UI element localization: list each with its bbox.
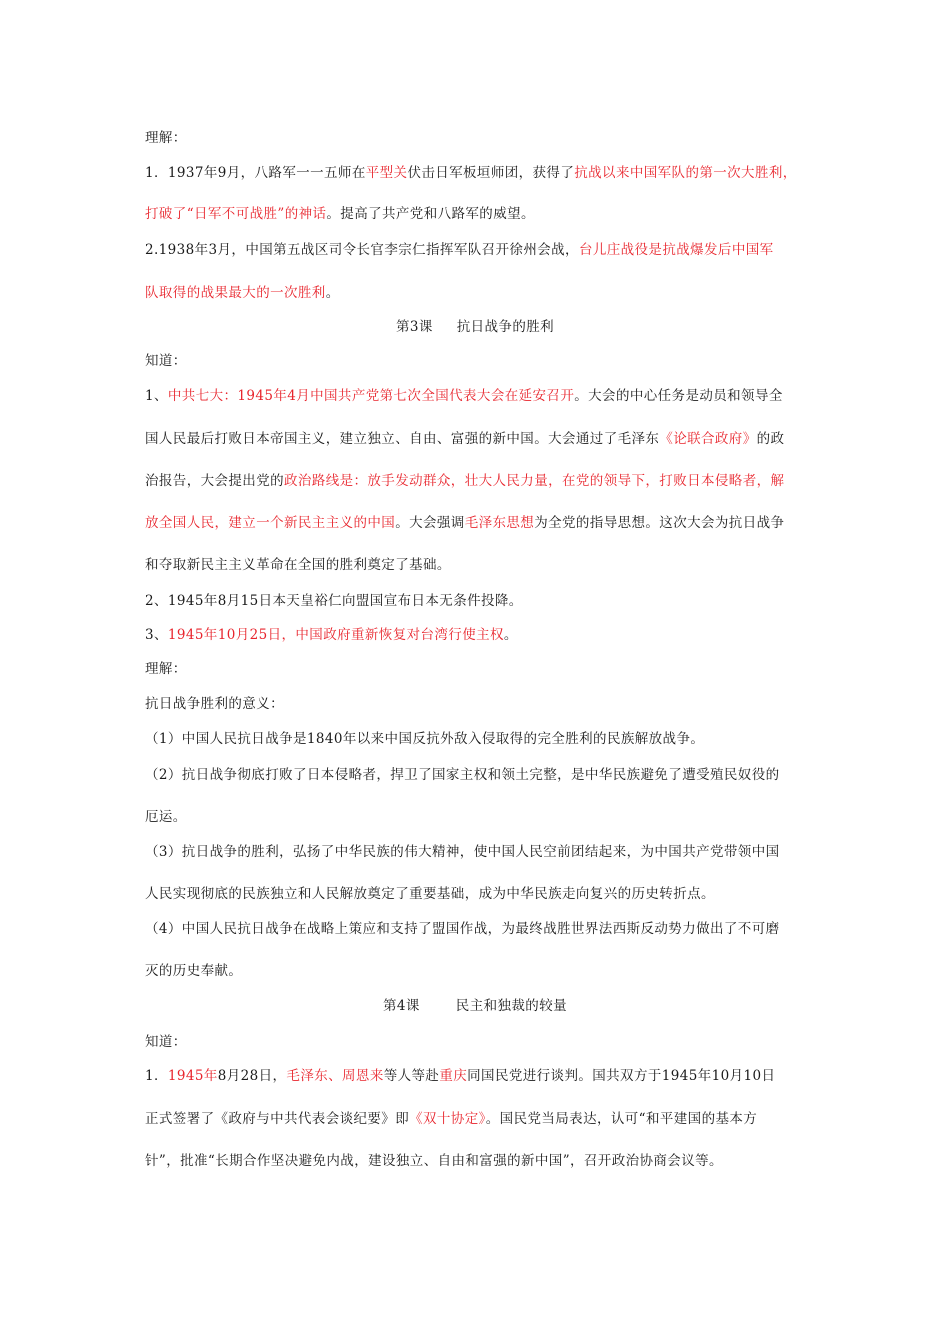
text-segment: 1．1937年9月，八路军一一五师在	[145, 165, 366, 181]
text-segment: 正式签署了《政府与中共代表会谈纪要》即	[145, 1111, 410, 1127]
lesson-title: 抗日战争的胜利	[456, 319, 555, 335]
paragraph-line	[145, 283, 815, 303]
text-segment: 的政	[756, 431, 785, 447]
highlighted-text: 队取得的战果最大的一次胜利	[145, 285, 326, 301]
highlighted-text: 中共七大：1945年4月中国共产党第七次全国代表大会在延安召开	[167, 388, 575, 404]
section-label-know	[145, 1032, 815, 1052]
text-segment: 。提高了共产党和八路军的威望。	[326, 206, 535, 222]
lesson-number: 第4课	[383, 998, 420, 1014]
lesson-title: 民主和独裁的较量	[455, 998, 567, 1014]
highlighted-text: 放全国人民，建立一个新民主主义的中国	[145, 515, 396, 531]
text-segment: 。国民党当局表达，认可“和平建国的基本方	[485, 1111, 758, 1127]
paragraph-line	[145, 694, 815, 714]
paragraph-line	[145, 765, 815, 785]
text-segment: 灭的历史奉献。	[145, 963, 243, 979]
text-segment: 针”，批准“长期合作坚决避免内战，建设独立、自由和富强的新中国”，召开政治协商会议等。	[145, 1153, 723, 1169]
paragraph-line	[145, 386, 815, 406]
paragraph-line	[145, 807, 815, 827]
paragraph-line	[145, 1151, 815, 1171]
text-segment: 。大会的中心任务是动员和领导全	[574, 388, 783, 404]
lesson-number: 第3课	[395, 319, 433, 335]
text-segment: （3）抗日战争的胜利，弘扬了中华民族的伟大精神，使中国人民空前团结起来，为中国共产党带领中国	[145, 844, 780, 860]
text-segment: 1．	[145, 1068, 168, 1084]
highlighted-text: 台儿庄战役是抗战爆发后中国军	[578, 242, 774, 258]
text-segment: 和夺取新民主主义革命在全国的胜利奠定了基础。	[145, 557, 451, 573]
text-segment: 伏击日军板垣师团，获得了	[407, 165, 575, 181]
lesson-heading-3	[0, 317, 950, 337]
text-segment: 2、1945年8月15日本天皇裕仁向盟国宣布日本无条件投降。	[145, 593, 523, 609]
paragraph-line	[145, 1066, 815, 1086]
highlighted-text: 重庆	[439, 1068, 468, 1084]
text-segment: 国人民最后打败日本帝国主义，建立独立、自由、富强的新中国。大会通过了毛泽东	[145, 431, 660, 447]
section-label-know	[145, 351, 815, 371]
highlighted-text: 政治路线是：放手发动群众，壮大人民力量，在党的领导下，打败日本侵略者，解	[284, 473, 785, 489]
highlighted-text: 《论联合政府》	[659, 431, 757, 447]
paragraph-line	[145, 513, 815, 533]
highlighted-text: 平型关	[365, 165, 408, 181]
paragraph-line	[145, 591, 815, 611]
text-segment: 。大会强调	[395, 515, 465, 531]
text-segment: 等人等赴	[383, 1068, 440, 1084]
paragraph-line	[145, 729, 815, 749]
highlighted-text: 《双十协定》	[409, 1111, 486, 1127]
text-segment: （4）中国人民抗日战争在战略上策应和支持了盟国作战，为最终战胜世界法西斯反动势力做出了不可磨	[145, 921, 780, 937]
paragraph-line	[145, 1109, 815, 1129]
paragraph-line	[145, 919, 815, 939]
paragraph-line	[145, 555, 815, 575]
text-segment: 知道：	[145, 353, 187, 369]
text-segment: 3、	[145, 627, 168, 643]
paragraph-line	[145, 961, 815, 981]
paragraph-line	[145, 163, 815, 183]
text-segment: 2.1938年3月，中国第五战区司令长官李宗仁指挥军队召开徐州会战，	[145, 242, 579, 258]
text-segment: 知道：	[145, 1034, 187, 1050]
text-segment: 理解：	[145, 661, 187, 677]
paragraph-line	[145, 240, 815, 260]
paragraph-line	[145, 204, 815, 224]
paragraph-line	[145, 471, 815, 491]
highlighted-text: 打破了“日军不可战胜”的神话	[145, 206, 327, 222]
text-segment: 同国民党进行谈判。国共双方于1945年10月10日	[467, 1068, 776, 1084]
paragraph-line	[145, 842, 815, 862]
text-segment: 为全党的指导思想。这次大会为抗日战争	[534, 515, 785, 531]
section-label-understanding	[145, 128, 815, 148]
paragraph-line	[145, 429, 815, 449]
text-segment: 理解：	[145, 130, 187, 146]
text-segment: 抗日战争胜利的意义：	[145, 696, 284, 712]
text-segment: （2）抗日战争彻底打败了日本侵略者，捍卫了国家主权和领土完整，是中华民族避免了遭受殖民奴役的	[145, 767, 780, 783]
paragraph-line	[145, 884, 815, 904]
text-segment: 1、	[145, 388, 168, 404]
text-segment: 。	[325, 285, 340, 301]
text-segment: 人民实现彻底的民族独立和人民解放奠定了重要基础，成为中华民族走向复兴的历史转折点。	[145, 886, 715, 902]
highlighted-text: 1945年	[167, 1068, 218, 1084]
highlighted-text: 1945年10月25日，中国政府重新恢复对台湾行使主权	[167, 627, 504, 643]
text-segment: 厄运。	[145, 809, 187, 825]
text-segment: 治报告，大会提出党的	[145, 473, 284, 489]
paragraph-line	[145, 625, 815, 645]
highlighted-text: 毛泽东思想	[464, 515, 535, 531]
lesson-heading-4	[0, 996, 950, 1016]
highlighted-text: 抗战以来中国军队的第一次大胜利，	[574, 165, 797, 181]
text-segment: 8月28日，	[217, 1068, 287, 1084]
text-segment: （1）中国人民抗日战争是1840年以来中国反抗外敌入侵取得的完全胜利的民族解放战争。	[145, 731, 705, 747]
section-label-understanding	[145, 659, 815, 679]
text-segment: 。	[503, 627, 518, 643]
highlighted-text: 毛泽东、周恩来	[286, 1068, 384, 1084]
